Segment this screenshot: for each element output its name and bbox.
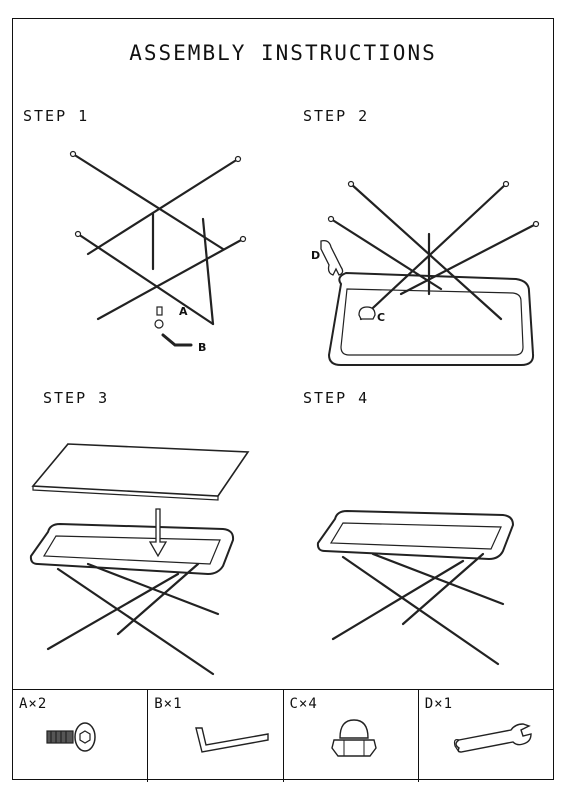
step-3-label: STEP 3 — [43, 389, 110, 407]
part-b-label: B×1 — [154, 696, 183, 712]
page-title: ASSEMBLY INSTRUCTIONS — [129, 41, 437, 65]
part-b — [148, 690, 283, 782]
part-d-label: D×1 — [424, 696, 454, 712]
step-4-label: STEP 4 — [303, 389, 370, 407]
instruction-sheet — [12, 18, 554, 780]
callout-d: D — [311, 249, 321, 262]
part-d — [419, 690, 553, 782]
part-c-label: C×4 — [289, 696, 318, 712]
hex-key-icon — [148, 690, 282, 782]
callout-a: A — [179, 305, 188, 318]
bolt-icon — [13, 690, 147, 782]
parts-list — [13, 689, 553, 782]
step-4-illustration — [313, 499, 533, 679]
callout-c: C — [377, 311, 386, 324]
part-a — [13, 690, 148, 782]
wrench-icon — [419, 690, 553, 782]
step-1-label: STEP 1 — [23, 107, 90, 125]
step-2-label: STEP 2 — [303, 107, 370, 125]
step-2-illustration — [301, 169, 551, 379]
part-a-label: A×2 — [19, 696, 48, 712]
callout-b: B — [198, 341, 207, 354]
step-1-illustration — [53, 139, 273, 369]
step-3-illustration — [28, 434, 268, 674]
part-c — [284, 690, 419, 782]
cap-nut-icon — [284, 690, 418, 782]
